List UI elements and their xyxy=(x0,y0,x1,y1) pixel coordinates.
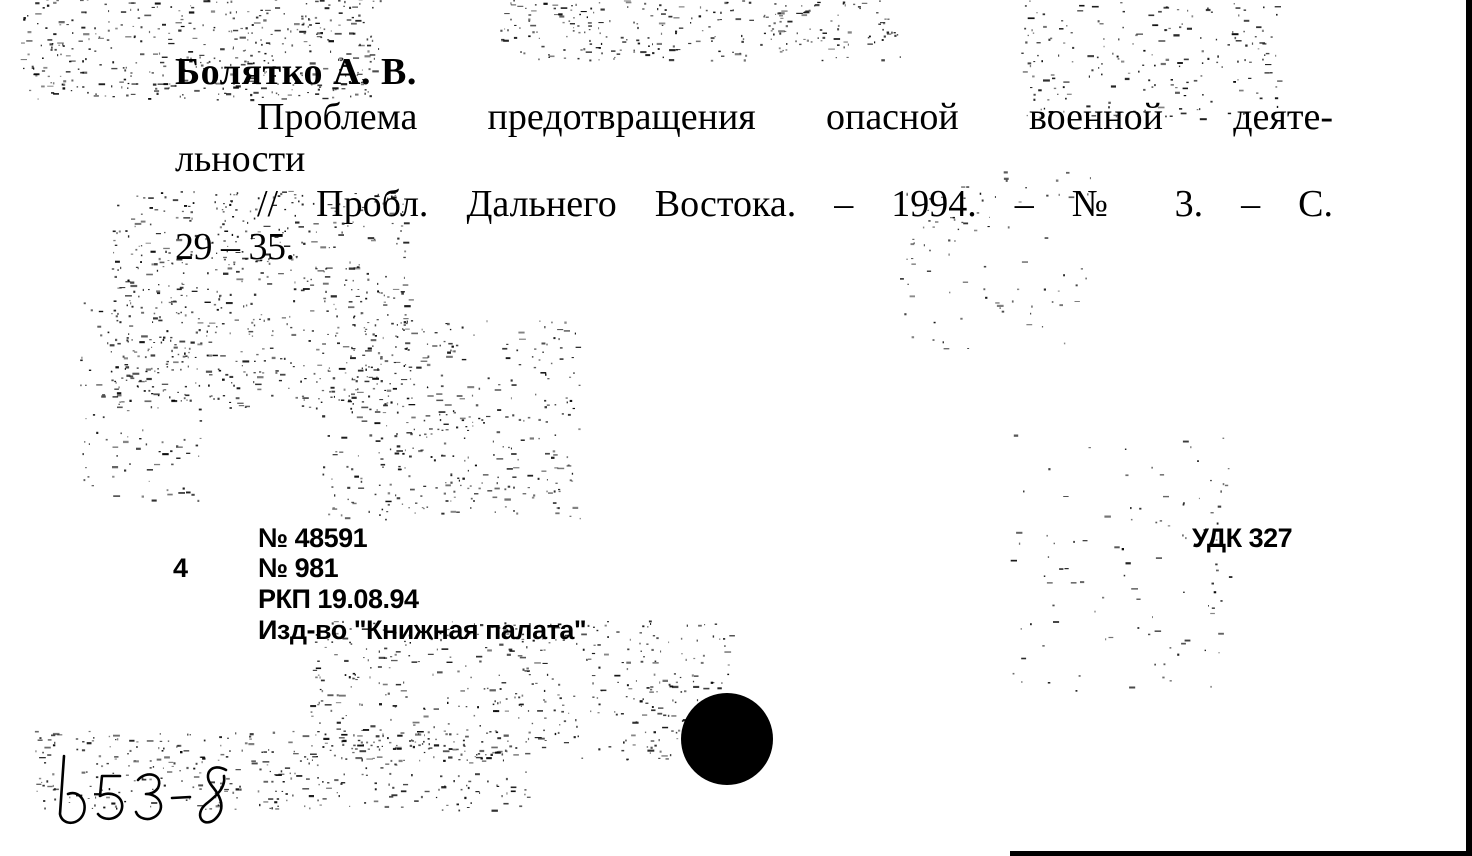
card-count: 4 xyxy=(173,553,188,583)
author-name: Болятко А. В. xyxy=(175,51,417,93)
source-line-1: // Пробл. Дальнего Востока. – 1994. – № 3. – С. xyxy=(257,183,1333,225)
title-line-1: Проблема предотвращения опасной военной деяте- xyxy=(257,96,1333,138)
source-line-2: 29 – 35. xyxy=(175,226,295,268)
title-line-2: льности xyxy=(175,138,306,180)
udk-code: УДК 327 xyxy=(1192,523,1293,553)
rkp-date: РКП 19.08.94 xyxy=(258,584,419,614)
publisher: Изд-во "Книжная палата" xyxy=(258,615,587,645)
handwritten-shelfmark xyxy=(50,748,250,838)
punch-hole xyxy=(681,693,773,785)
record-number: № 48591 xyxy=(258,523,368,553)
copy-number: № 981 xyxy=(258,553,339,583)
card-edge-right xyxy=(1466,0,1472,856)
card-edge-bottom xyxy=(1010,851,1472,856)
